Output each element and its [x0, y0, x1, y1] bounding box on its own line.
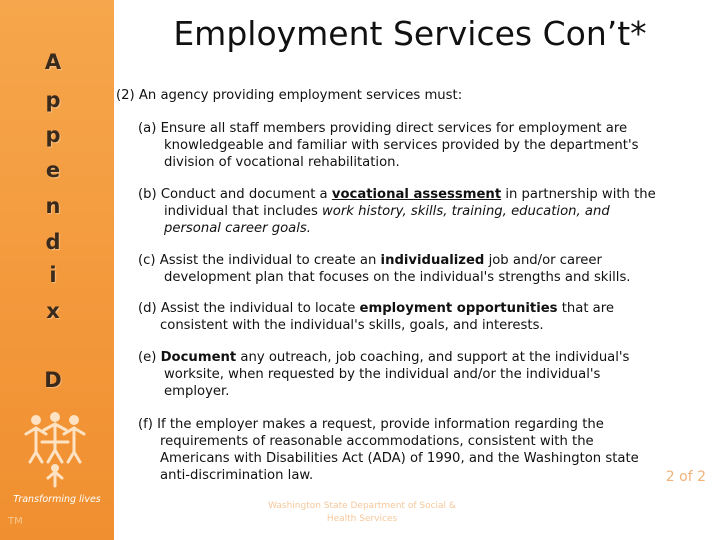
item-d [138, 300, 698, 334]
vocational-assessment-link[interactable]: vocational assessment [331, 187, 502, 202]
footer-line2: Health Services [326, 514, 398, 524]
item-b-line2b: work history, skills, training, education, and [322, 204, 610, 219]
item-e [138, 349, 698, 400]
item-a-line1: (a) Ensure all staff members providing direct services for employment are [138, 121, 628, 136]
item-d-post: that are [557, 301, 615, 316]
item-c-pre: (c) Assist the individual to create an [138, 253, 381, 268]
letter-a: A [44, 50, 62, 74]
footer-line1: Washington State Department of Social & [268, 501, 456, 511]
item-e-emphasis: Document [160, 350, 237, 365]
item-a [138, 120, 698, 171]
item-f-line2: requirements of reasonable accommodations, consistent with the [160, 434, 594, 449]
footer [252, 500, 472, 526]
item-b-line3: personal career goals. [164, 221, 311, 236]
item-c-emphasis: individualized [380, 253, 485, 268]
item-c [138, 252, 698, 286]
letter-x: x [46, 299, 60, 323]
item-f-line4: anti-discrimination law. [160, 468, 314, 483]
item-b [138, 186, 698, 237]
letter-d2: D [44, 368, 62, 392]
slide-title: Employment Services Con’t* [173, 14, 647, 53]
item-c-post: job and/or career [484, 253, 602, 268]
letter-p1: p [45, 88, 61, 112]
sidebar [0, 0, 114, 540]
letter-i: i [49, 263, 57, 287]
letter-p2: p [45, 123, 61, 147]
item-a-line3: division of vocational rehabilitation. [164, 155, 400, 170]
item-d-pre: (d) Assist the individual to locate [138, 301, 360, 316]
letter-n: n [45, 194, 61, 218]
item-e-pre: (e) [138, 350, 161, 365]
dshs-people-logo-icon [22, 412, 88, 488]
trademark-mark: TM [8, 516, 23, 527]
item-b-pre: (b) Conduct and document a [138, 187, 332, 202]
item-b-post: in partnership with the [501, 187, 656, 202]
slide-number: 2 of 2 [665, 469, 706, 485]
item-c-line2: development plan that focuses on the individual's strengths and skills. [164, 270, 631, 285]
item-d-emphasis: employment opportunities [359, 301, 558, 316]
item-b-line2a: individual that includes [164, 204, 323, 219]
letter-e: e [45, 158, 61, 182]
item-e-line2: worksite, when requested by the individual and/or the individual's [164, 367, 601, 382]
item-e-post: any outreach, job coaching, and support at the individual's [236, 350, 630, 365]
tagline: Transforming lives [13, 494, 101, 505]
item-f [138, 416, 698, 484]
item-f-line1: (f) If the employer makes a request, provide information regarding the [138, 417, 604, 432]
item-d-line2: consistent with the individual's skills, goals, and interests. [160, 318, 544, 333]
letter-d: d [45, 230, 61, 254]
item-f-line3: Americans with Disabilities Act (ADA) of 1990, and the Washington state [160, 451, 639, 466]
intro-text: (2) An agency providing employment services must: [116, 88, 463, 103]
item-e-line3: employer. [164, 384, 230, 399]
item-a-line2: knowledgeable and familiar with services provided by the department's [164, 138, 639, 153]
